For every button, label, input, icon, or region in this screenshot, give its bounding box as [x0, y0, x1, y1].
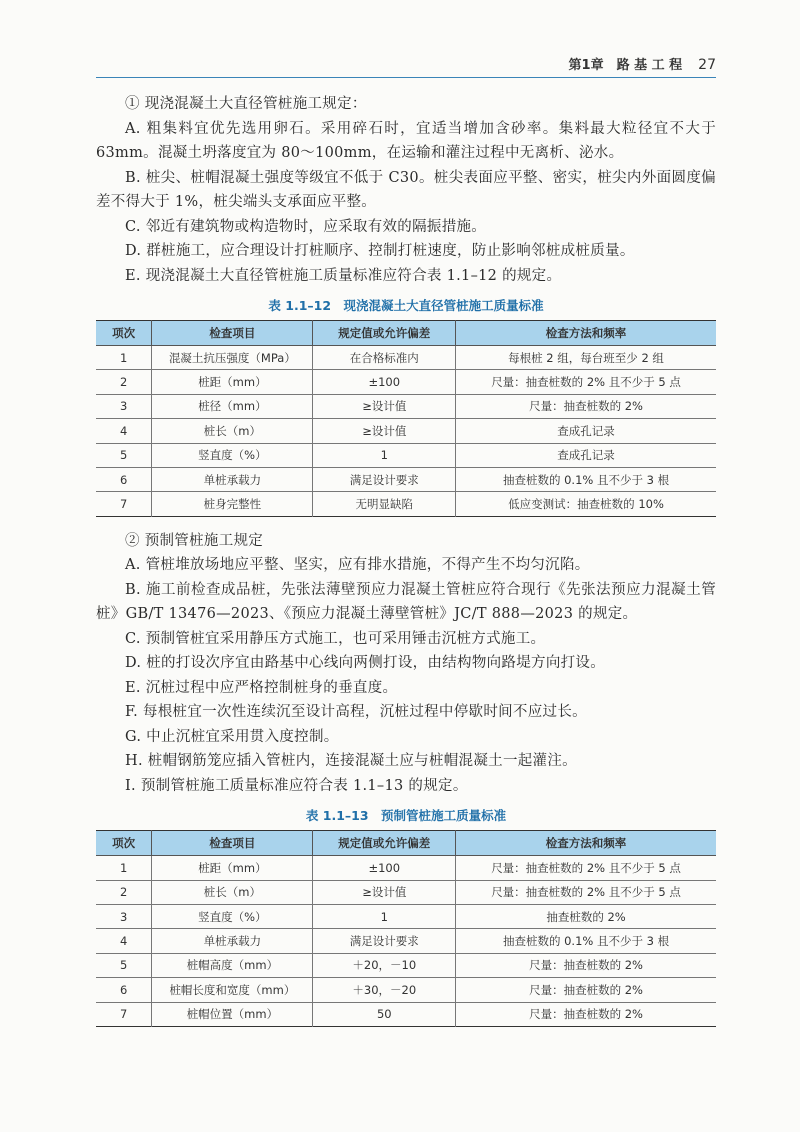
table-caption: 表 1.1–13 预制管桩施工质量标准 [305, 808, 507, 824]
table-cell: 尺量：抽查桩数的 2% 且不少于 5 点 [456, 856, 716, 880]
table-cell: 尺量：抽查桩数的 2% [456, 978, 716, 1002]
table-cell: 尺量：抽查桩数的 2% [456, 394, 716, 418]
table-cell: 尺量：抽查桩数的 2% [456, 953, 716, 977]
list-item: F. 每根桩宜一次性连续沉至设计高程，沉桩过程中停歇时间不应过长。 [125, 704, 587, 721]
table-cell: 1 [96, 346, 152, 370]
table-row [96, 467, 716, 491]
table-cell: 1 [313, 443, 456, 467]
table-header-row [96, 321, 716, 346]
column-header: 检查项目 [152, 831, 313, 856]
table-row [96, 492, 716, 516]
table-cell: 抽查桩数的 0.1% 且不少于 3 根 [456, 467, 716, 491]
table-cell: 5 [96, 443, 152, 467]
table-cell: 查成孔记录 [456, 419, 716, 443]
table-cell: 桩身完整性 [152, 492, 313, 516]
table-row [96, 370, 716, 394]
table-cell: 6 [96, 978, 152, 1002]
table-cell: ＋20，－10 [313, 953, 456, 977]
table-cell: 桩径（mm） [152, 394, 313, 418]
table-cell: 桩帽长度和宽度（mm） [152, 978, 313, 1002]
list-item: B. 施工前检查成品桩，先张法薄壁预应力混凝土管桩应符合现行《先张法预应力混凝土管桩》GB/T 13476—2023、《预应力混凝土薄壁管桩》JC/T 888—2023 的规定。 [96, 581, 716, 623]
table-cell: ≥设计值 [313, 880, 456, 904]
table-cell: ≥设计值 [313, 394, 456, 418]
section-heading: ① 现浇混凝土大直径管桩施工规定： [125, 96, 367, 112]
table-row [96, 443, 716, 467]
section-precast-pile [96, 529, 716, 799]
table-cell: 4 [96, 419, 152, 443]
table-cell: 竖直度（%） [152, 443, 313, 467]
table-cell: 2 [96, 370, 152, 394]
table-cell: 低应变测试：抽查桩数的 10% [456, 492, 716, 516]
table-cell: ±100 [313, 856, 456, 880]
table-cell: 尺量：抽查桩数的 2% 且不少于 5 点 [456, 370, 716, 394]
table-cell: 50 [313, 1002, 456, 1026]
table-cell: 3 [96, 394, 152, 418]
table-cell: 抽查桩数的 2% [456, 905, 716, 929]
table-cell: 桩距（mm） [152, 856, 313, 880]
column-header: 检查项目 [152, 321, 313, 346]
list-item: I. 预制管桩施工质量标准应符合表 1.1–13 的规定。 [125, 777, 468, 794]
table-cell: ±100 [313, 370, 456, 394]
table-cell: 4 [96, 929, 152, 953]
table-cell: 单桩承载力 [152, 929, 313, 953]
table-row [96, 953, 716, 977]
list-item: D. 群桩施工，应合理设计打桩顺序、控制打桩速度，防止影响邻桩成桩质量。 [125, 243, 635, 259]
page-content [96, 92, 716, 1027]
table-cell: 尺量：抽查桩数的 2% [456, 1002, 716, 1026]
table-cell: 7 [96, 492, 152, 516]
table-cell: 6 [96, 467, 152, 491]
table-cell: 7 [96, 1002, 152, 1026]
list-item: G. 中止沉桩宜采用贯入度控制。 [125, 728, 339, 745]
table-cell: 每根桩 2 组，每台班至少 2 组 [456, 346, 716, 370]
table-cell: 混凝土抗压强度（MPa） [152, 346, 313, 370]
table-cell: 桩长（m） [152, 419, 313, 443]
column-header: 项次 [96, 321, 152, 346]
table-cell: 满足设计要求 [313, 467, 456, 491]
table-cell: 桩帽高度（mm） [152, 953, 313, 977]
table-cell: 桩长（m） [152, 880, 313, 904]
column-header: 项次 [96, 831, 152, 856]
table-cell: 在合格标准内 [313, 346, 456, 370]
table-header-row [96, 831, 716, 856]
list-item: H. 桩帽钢筋笼应插入管桩内，连接混凝土应与桩帽混凝土一起灌注。 [125, 753, 577, 770]
table-caption: 表 1.1–12 现浇混凝土大直径管桩施工质量标准 [268, 298, 544, 313]
table-cell: ≥设计值 [313, 419, 456, 443]
table-row [96, 346, 716, 370]
section-heading: ② 预制管桩施工规定 [125, 532, 264, 549]
list-item: A. 管桩堆放场地应平整、坚实，应有排水措施，不得产生不均匀沉陷。 [125, 557, 590, 574]
section-cast-in-place-pile [96, 92, 716, 288]
list-item: C. 预制管桩宜采用静压方式施工，也可采用锤击沉桩方式施工。 [125, 630, 546, 647]
table-cell: 1 [96, 856, 152, 880]
table-row [96, 978, 716, 1002]
list-item: A. 粗集料宜优先选用卵石。采用碎石时，宜适当增加含砂率。集料最大粒径宜不大于 63mm。混凝土坍落度宜为 80～100mm，在运输和灌注过程中无离析、泌水。 [96, 120, 716, 161]
table-cell: 单桩承载力 [152, 467, 313, 491]
column-header: 检查方法和频率 [456, 831, 716, 856]
page-header [96, 52, 716, 78]
table-row [96, 880, 716, 904]
table-cell: 3 [96, 905, 152, 929]
list-item: E. 现浇混凝土大直径管桩施工质量标准应符合表 1.1–12 的规定。 [125, 267, 562, 284]
column-header: 规定值或允许偏差 [313, 831, 456, 856]
table-cell: 5 [96, 953, 152, 977]
table-cell: ＋30，－20 [313, 978, 456, 1002]
table-cell: 满足设计要求 [313, 929, 456, 953]
column-header: 规定值或允许偏差 [313, 321, 456, 346]
table-cell: 1 [313, 905, 456, 929]
table-cell: 无明显缺陷 [313, 492, 456, 516]
table-cell: 桩距（mm） [152, 370, 313, 394]
table-row [96, 394, 716, 418]
table-cell: 2 [96, 880, 152, 904]
table-cell: 抽查桩数的 0.1% 且不少于 3 根 [456, 929, 716, 953]
list-item: C. 邻近有建筑物或构造物时，应采取有效的隔振措施。 [125, 218, 487, 235]
table-cell: 桩帽位置（mm） [152, 1002, 313, 1026]
table-row [96, 905, 716, 929]
table-cell: 尺量：抽查桩数的 2% 且不少于 5 点 [456, 880, 716, 904]
chapter-title: 第1章 路 基 工 程 [568, 58, 683, 73]
list-item: E. 沉桩过程中应严格控制桩身的垂直度。 [125, 679, 398, 696]
table-row [96, 1002, 716, 1026]
table-row [96, 856, 716, 880]
table-cell: 竖直度（%） [152, 905, 313, 929]
table-row [96, 419, 716, 443]
list-item: B. 桩尖、桩帽混凝土强度等级宜不低于 C30。桩尖表面应平整、密实，桩尖内外面圆度偏差不得大于 1%，桩尖端头支承面应平整。 [96, 169, 716, 210]
quality-table-1-1-12 [96, 320, 716, 517]
page-number: 27 [698, 57, 716, 73]
quality-table-1-1-13 [96, 830, 716, 1027]
list-item: D. 桩的打设次序宜由路基中心线向两侧打设，由结构物向路堤方向打设。 [125, 655, 606, 672]
table-cell: 查成孔记录 [456, 443, 716, 467]
column-header: 检查方法和频率 [456, 321, 716, 346]
table-row [96, 929, 716, 953]
